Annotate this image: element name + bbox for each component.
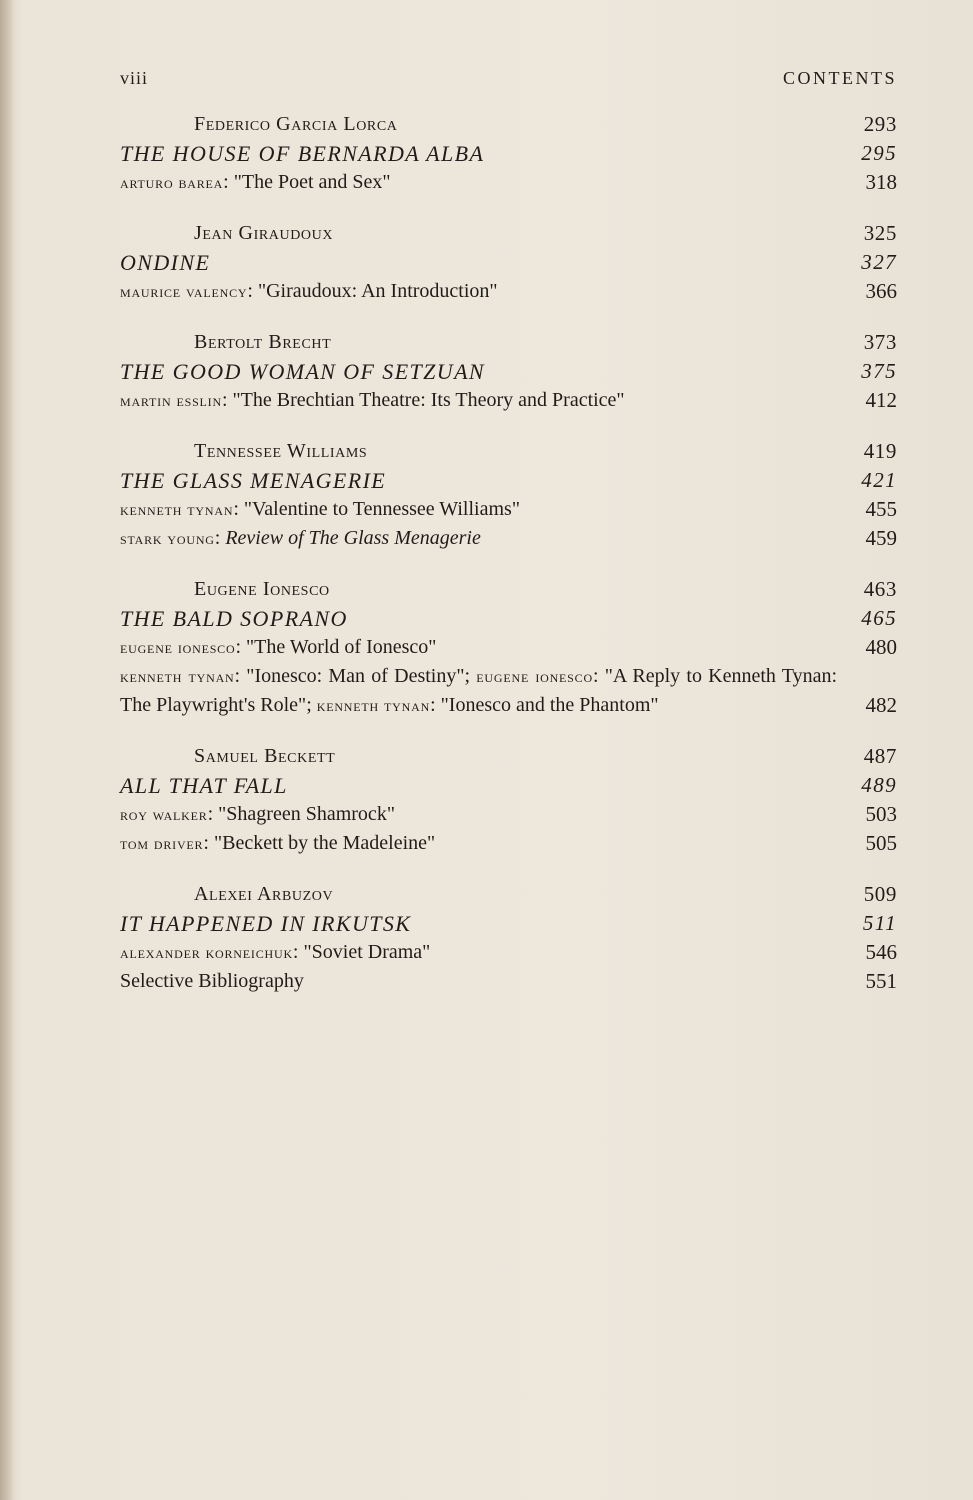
page-number: 327 — [861, 250, 897, 274]
separator: : — [292, 941, 304, 963]
page-number: 463 — [863, 577, 897, 601]
essay-author: kenneth tynan — [120, 667, 235, 686]
page-header — [120, 68, 897, 94]
toc-essay-entry[interactable] — [120, 495, 897, 524]
toc-section — [120, 742, 897, 858]
toc-author-entry[interactable] — [120, 328, 897, 357]
author-name: Federico Garcia Lorca — [194, 113, 398, 135]
page-number: 366 — [865, 279, 897, 303]
essay-title: "Beckett by the Madeleine" — [213, 832, 436, 854]
toc-author-entry[interactable] — [120, 575, 897, 604]
toc-essay-entry-multiline[interactable] — [120, 662, 897, 720]
play-title: THE GLASS MENAGERIE — [120, 468, 387, 493]
page-number: 375 — [861, 359, 897, 383]
essay-title: "Shagreen Shamrock" — [218, 803, 395, 825]
essay-author: roy walker — [120, 805, 208, 824]
page-number: 509 — [863, 882, 897, 906]
toc-section — [120, 110, 897, 197]
author-name: Bertolt Brecht — [194, 331, 332, 353]
author-name: Alexei Arbuzov — [194, 883, 334, 905]
binding-shadow — [0, 0, 14, 1500]
page-number: 455 — [865, 497, 897, 521]
essay-author: tom driver — [120, 834, 204, 853]
toc-section — [120, 219, 897, 306]
essay-title: Review of The Glass Menagerie — [225, 527, 481, 549]
page-number: 546 — [865, 940, 897, 964]
separator: : — [203, 832, 214, 854]
essay-title: "Giraudoux: An Introduction" — [257, 280, 498, 302]
toc-essay-entry[interactable] — [120, 277, 897, 306]
author-name: Jean Giraudoux — [194, 222, 334, 244]
toc-play-entry[interactable] — [120, 248, 897, 277]
author-name: Eugene Ionesco — [194, 578, 330, 600]
page-number: 318 — [865, 170, 897, 194]
essay-author: stark young — [120, 529, 215, 548]
separator: : — [247, 280, 258, 302]
page-number: 421 — [861, 468, 897, 492]
toc-essay-entry[interactable] — [120, 829, 897, 858]
page-number: 412 — [865, 388, 897, 412]
page-number: 325 — [863, 221, 897, 245]
page-number: 293 — [863, 112, 897, 136]
toc-essay-entry[interactable] — [120, 800, 897, 829]
play-title: THE BALD SOPRANO — [120, 606, 348, 631]
essay-author: eugene ionesco — [120, 638, 236, 657]
toc-essay-entry[interactable] — [120, 633, 897, 662]
separator: : — [214, 527, 226, 549]
toc-section — [120, 328, 897, 415]
toc-author-entry[interactable] — [120, 437, 897, 466]
page-number: 295 — [861, 141, 897, 165]
page-number: 551 — [865, 969, 897, 993]
essay-title: Selective Bibliography — [120, 970, 304, 992]
running-head: CONTENTS — [783, 68, 897, 88]
essay-author: kenneth tynan — [316, 696, 431, 715]
play-title: ONDINE — [120, 250, 211, 275]
toc-author-entry[interactable] — [120, 742, 897, 771]
play-title: THE HOUSE OF BERNARDA ALBA — [120, 141, 485, 166]
toc-essay-entry[interactable] — [120, 168, 897, 197]
toc-play-entry[interactable] — [120, 466, 897, 495]
table-of-contents — [120, 110, 897, 1018]
page-number: 459 — [865, 526, 897, 550]
author-name: Tennessee Williams — [194, 440, 368, 462]
essay-title: "Valentine to Tennessee Williams" — [243, 498, 520, 520]
essay-title: "The Brechtian Theatre: Its Theory and Practice" — [232, 389, 625, 411]
toc-play-entry[interactable] — [120, 604, 897, 633]
separator: : — [221, 389, 233, 411]
toc-play-entry[interactable] — [120, 771, 897, 800]
page-number: 511 — [862, 911, 897, 935]
play-title: IT HAPPENED IN IRKUTSK — [120, 911, 412, 936]
toc-author-entry[interactable] — [120, 110, 897, 139]
separator: : — [235, 636, 247, 658]
toc-play-entry[interactable] — [120, 909, 897, 938]
page-number: 482 — [865, 693, 897, 717]
page-number: 419 — [863, 439, 897, 463]
toc-essay-entry[interactable] — [120, 386, 897, 415]
essay-author: alexander korneichuk — [120, 943, 293, 962]
essay-title: : "Ionesco and the Phantom" — [430, 694, 659, 716]
page-number: 505 — [865, 831, 897, 855]
essay-author: maurice valency — [120, 282, 248, 301]
toc-play-entry[interactable] — [120, 357, 897, 386]
essay-title: "The World of Ionesco" — [246, 636, 437, 658]
essay-author: kenneth tynan — [120, 500, 234, 519]
essay-author: martin esslin — [120, 391, 222, 410]
page-number: 465 — [861, 606, 897, 630]
essay-author: arturo barea — [120, 173, 224, 192]
page-number: 480 — [865, 635, 897, 659]
essay-title: "The Poet and Sex" — [233, 171, 391, 193]
toc-section — [120, 575, 897, 720]
page-number: 487 — [863, 744, 897, 768]
page-number: 489 — [861, 773, 897, 797]
play-title: THE GOOD WOMAN OF SETZUAN — [120, 359, 485, 384]
essay-title: : "A Reply to Kenneth Tynan: The Playwright's Role"; — [120, 665, 837, 716]
toc-author-entry[interactable] — [120, 880, 897, 909]
toc-section — [120, 437, 897, 553]
toc-essay-entry[interactable] — [120, 967, 897, 996]
essay-title: "Soviet Drama" — [303, 941, 431, 963]
separator: : — [207, 803, 219, 825]
toc-author-entry[interactable] — [120, 219, 897, 248]
folio: viii — [120, 68, 149, 88]
essay-author: eugene ionesco — [476, 667, 593, 686]
page-number: 373 — [863, 330, 897, 354]
play-title: ALL THAT FALL — [120, 773, 288, 798]
separator: : — [233, 498, 244, 520]
separator: : — [223, 171, 234, 193]
toc-section — [120, 880, 897, 996]
toc-essay-entry[interactable] — [120, 938, 897, 967]
toc-play-entry[interactable] — [120, 139, 897, 168]
page-number: 503 — [865, 802, 897, 826]
toc-essay-entry[interactable] — [120, 524, 897, 553]
author-name: Samuel Beckett — [194, 745, 336, 767]
essay-title: : "Ionesco: Man of Destiny"; — [234, 665, 477, 687]
